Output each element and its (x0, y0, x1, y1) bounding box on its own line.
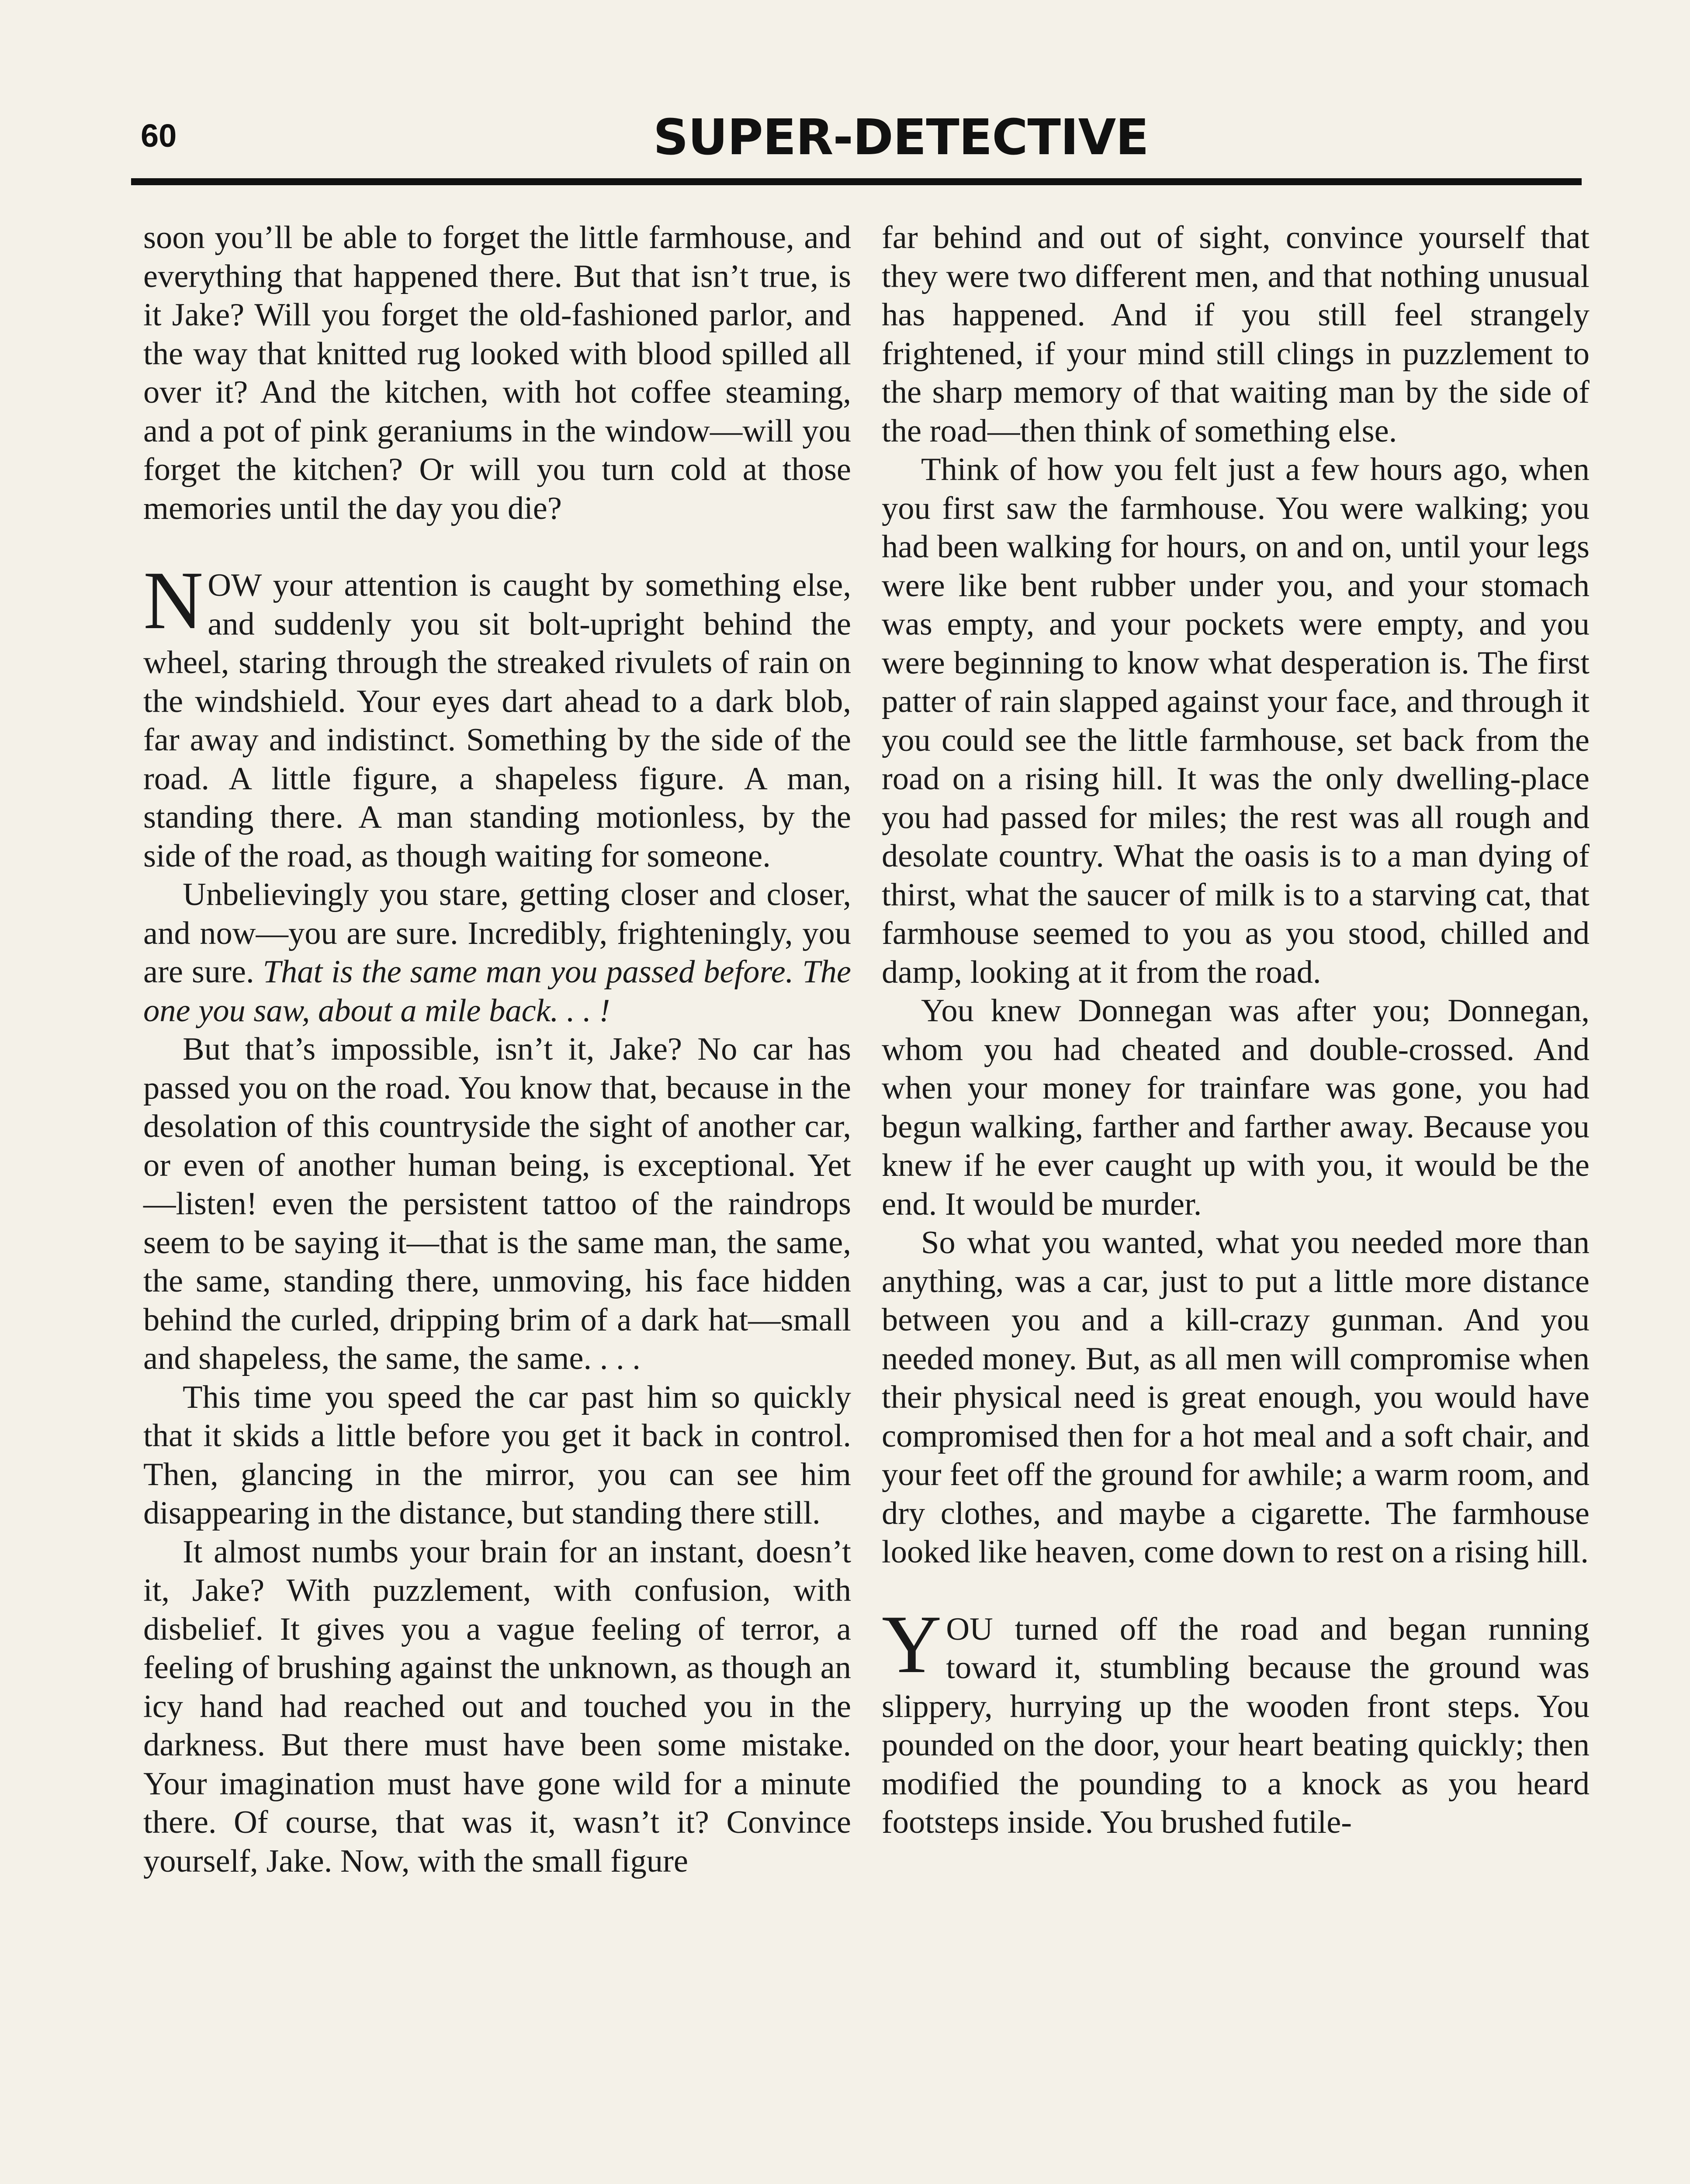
section-break (143, 528, 851, 566)
paragraph-text: OU turned off the road and began running toward it, stumbling because the ground was slippery, hurrying up the wooden front steps. You pounded on the door, your heart beating quickly; then modified the pounding to a knock as you heard footsteps inside. You brushed futile- (882, 1611, 1590, 1840)
drop-cap: N (143, 555, 204, 646)
section-break (882, 1572, 1590, 1610)
paragraph: soon you’ll be able to forget the little farmhouse, and everything that happened there. But that isn’t true, is it Jake? Will you forget the old-fashioned parlor, and the way that knitted rug looked with blood spilled all over it? And the kitchen, with hot coffee steaming, and a pot of pink geraniums in the window—will you forget the kitchen? Or will you turn cold at those memories until the day you die? (143, 220, 851, 526)
paragraph: Think of how you felt just a few hours ago, when you first saw the farmhouse. You were walking; you had been walking for hours, on and on, until your legs were like bent rubber under you, and your stomach was empty, and your pockets were empty, and you were beginning to know what desperation is. The first patter of rain slapped against your face, and through it you could see the little farmhouse, set back from the road on a rising hill. It was the only dwelling-place you had passed for miles; the rest was all rough and desolate country. What the oasis is to a man dying of thirst, what the saucer of milk is to a starving cat, that farmhouse seemed to you as you stood, chilled and damp, looking at it from the road. (882, 452, 1590, 990)
magazine-title: SUPER-DETECTIVE (653, 109, 1149, 166)
paragraph (143, 555, 851, 875)
drop-cap: Y (882, 1598, 942, 1690)
right-column (882, 218, 1590, 1842)
paragraph: This time you speed the car past him so quickly that it skids a little before you get it back in control. Then, glancing in the mirror, you can see him disappearing in the distance, but standing there still. (143, 1379, 851, 1531)
paragraph-text: OW your attention is caught by something else, and suddenly you sit bolt-upright behind the wheel, staring through the streaked rivulets of rain on the windshield. Your eyes dart ahead to a dark blob, far away and indistinct. Something by the side of the road. A little figure, a shapeless figure. A man, standing there. A man standing motionless, by the side of the road, as though waiting for someone. (143, 567, 851, 874)
paragraph-text: Unbelievingly you stare, getting closer and closer, and now—you are sure. Incredibly, frighteningly, you are sure. (143, 877, 851, 990)
italic-text: That is the same man you passed before. The one you saw, about a mile back. . . ! (143, 954, 851, 1029)
paragraph: It almost numbs your brain for an instant, doesn’t it, Jake? With puzzlement, with confusion, with disbelief. It gives you a vague feeling of terror, a feeling of brushing against the unknown, as though an icy hand had reached out and touched you in the darkness. But there must have been some mistake. Your imagination must have gone wild for a minute there. Of course, that was it, wasn’t it? Convince yourself, Jake. Now, with the small figure (143, 1534, 851, 1879)
paragraph (882, 1598, 1590, 1842)
paragraph: far behind and out of sight, convince yourself that they were two different men, and that nothing unusual has happened. And if you still feel strangely frightened, if your mind still clings in puzzlement to the sharp memory of that waiting man by the side of the road—then think of something else. (882, 220, 1590, 449)
page-number: 60 (141, 117, 177, 154)
paragraph: So what you wanted, what you needed more than anything, was a car, just to put a little more distance between you and a kill-crazy gunman. And you needed money. But, as all men will compromise when their physical need is great enough, you would have compromised then for a hot meal and a soft chair, and your feet off the ground for awhile; a warm room, and dry clothes, and maybe a cigarette. The farmhouse looked like heaven, come down to rest on a rising hill. (882, 1225, 1590, 1570)
page-header (131, 109, 1582, 175)
paragraph (143, 875, 851, 1030)
header-rule (131, 178, 1582, 185)
left-column (143, 218, 851, 1880)
paragraph: But that’s impossible, isn’t it, Jake? No car has passed you on the road. You know that, because in the desolation of this countryside the sight of another car, or even of another human being, is exceptional. Yet —listen! even the persistent tattoo of the raindrops seem to be saying it—that is the same man, the same, the same, standing there, unmoving, his face hidden behind the curled, dripping brim of a dark hat—small and shapeless, the same, the same. . . . (143, 1031, 851, 1376)
paragraph: You knew Donnegan was after you; Donnegan, whom you had cheated and double-crossed. And when your money for trainfare was gone, you had begun walking, farther and farther away. Because you knew if he ever caught up with you, it would be the end. It would be murder. (882, 993, 1590, 1222)
